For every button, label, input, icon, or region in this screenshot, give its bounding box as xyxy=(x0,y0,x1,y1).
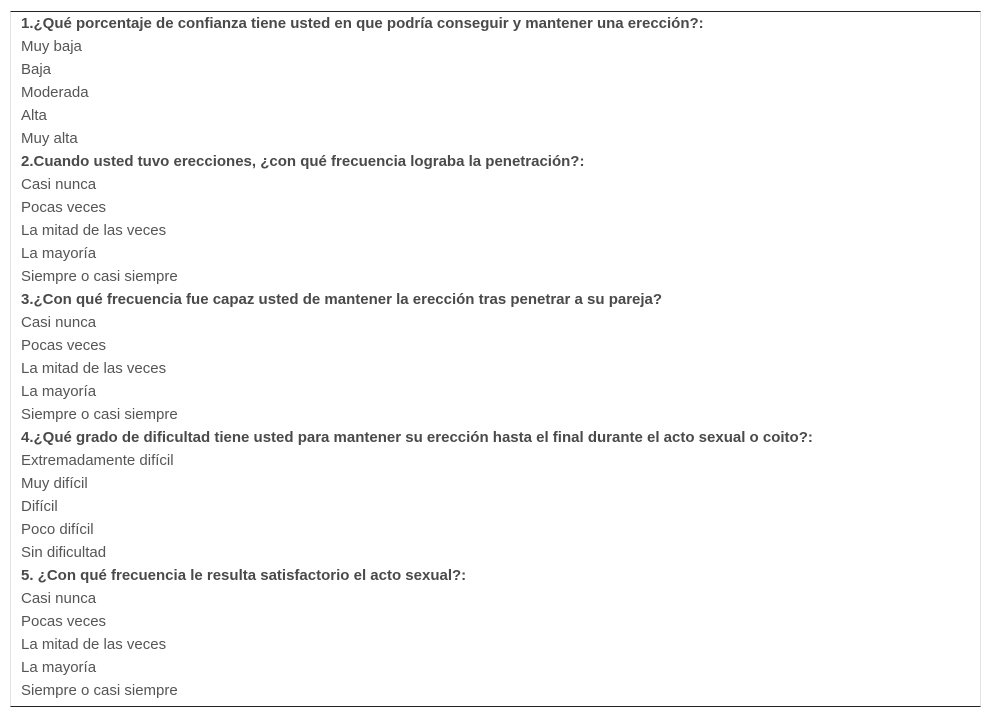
question-3-option-1: Casi nunca xyxy=(21,314,97,331)
question-4-option-2: Muy difícil xyxy=(21,475,88,492)
question-1-option-3: Moderada xyxy=(21,84,89,101)
question-3-text: 3.¿Con qué frecuencia fue capaz usted de mantener la erección tras penetrar a su pareja? xyxy=(21,291,663,308)
question-2-option-5: Siempre o casi siempre xyxy=(21,268,178,285)
question-2-option-2: Pocas veces xyxy=(21,199,107,216)
question-3-option-2: Pocas veces xyxy=(21,337,107,354)
question-5-option-4: La mayoría xyxy=(21,659,97,676)
question-4-option-5: Sin dificultad xyxy=(21,544,107,561)
question-1-option-1: Muy baja xyxy=(21,38,82,55)
question-1-text: 1.¿Qué porcentaje de confianza tiene usted en que podría conseguir y mantener una erección?: xyxy=(21,15,704,32)
question-2-option-1: Casi nunca xyxy=(21,176,97,193)
questionnaire-table xyxy=(10,11,981,707)
question-2-option-3: La mitad de las veces xyxy=(21,222,167,239)
question-1-option-2: Baja xyxy=(21,61,52,78)
question-5-option-2: Pocas veces xyxy=(21,613,107,630)
question-3-option-4: La mayoría xyxy=(21,383,97,400)
question-2-option-4: La mayoría xyxy=(21,245,97,262)
question-5-option-5: Siempre o casi siempre xyxy=(21,682,178,699)
question-1-option-5: Muy alta xyxy=(21,130,78,147)
question-5-text: 5. ¿Con qué frecuencia le resulta satisfactorio el acto sexual?: xyxy=(21,567,467,584)
question-5-option-1: Casi nunca xyxy=(21,590,97,607)
question-3-option-3: La mitad de las veces xyxy=(21,360,167,377)
question-1-option-4: Alta xyxy=(21,107,47,124)
question-5-option-3: La mitad de las veces xyxy=(21,636,167,653)
question-2-text: 2.Cuando usted tuvo erecciones, ¿con qué frecuencia lograba la penetración?: xyxy=(21,153,585,170)
question-4-option-3: Difícil xyxy=(21,498,58,515)
question-4-text: 4.¿Qué grado de dificultad tiene usted para mantener su erección hasta el final durante el acto sexual o coito?: xyxy=(21,429,813,446)
question-4-option-1: Extremadamente difícil xyxy=(21,452,174,469)
question-3-option-5: Siempre o casi siempre xyxy=(21,406,178,423)
question-4-option-4: Poco difícil xyxy=(21,521,94,538)
